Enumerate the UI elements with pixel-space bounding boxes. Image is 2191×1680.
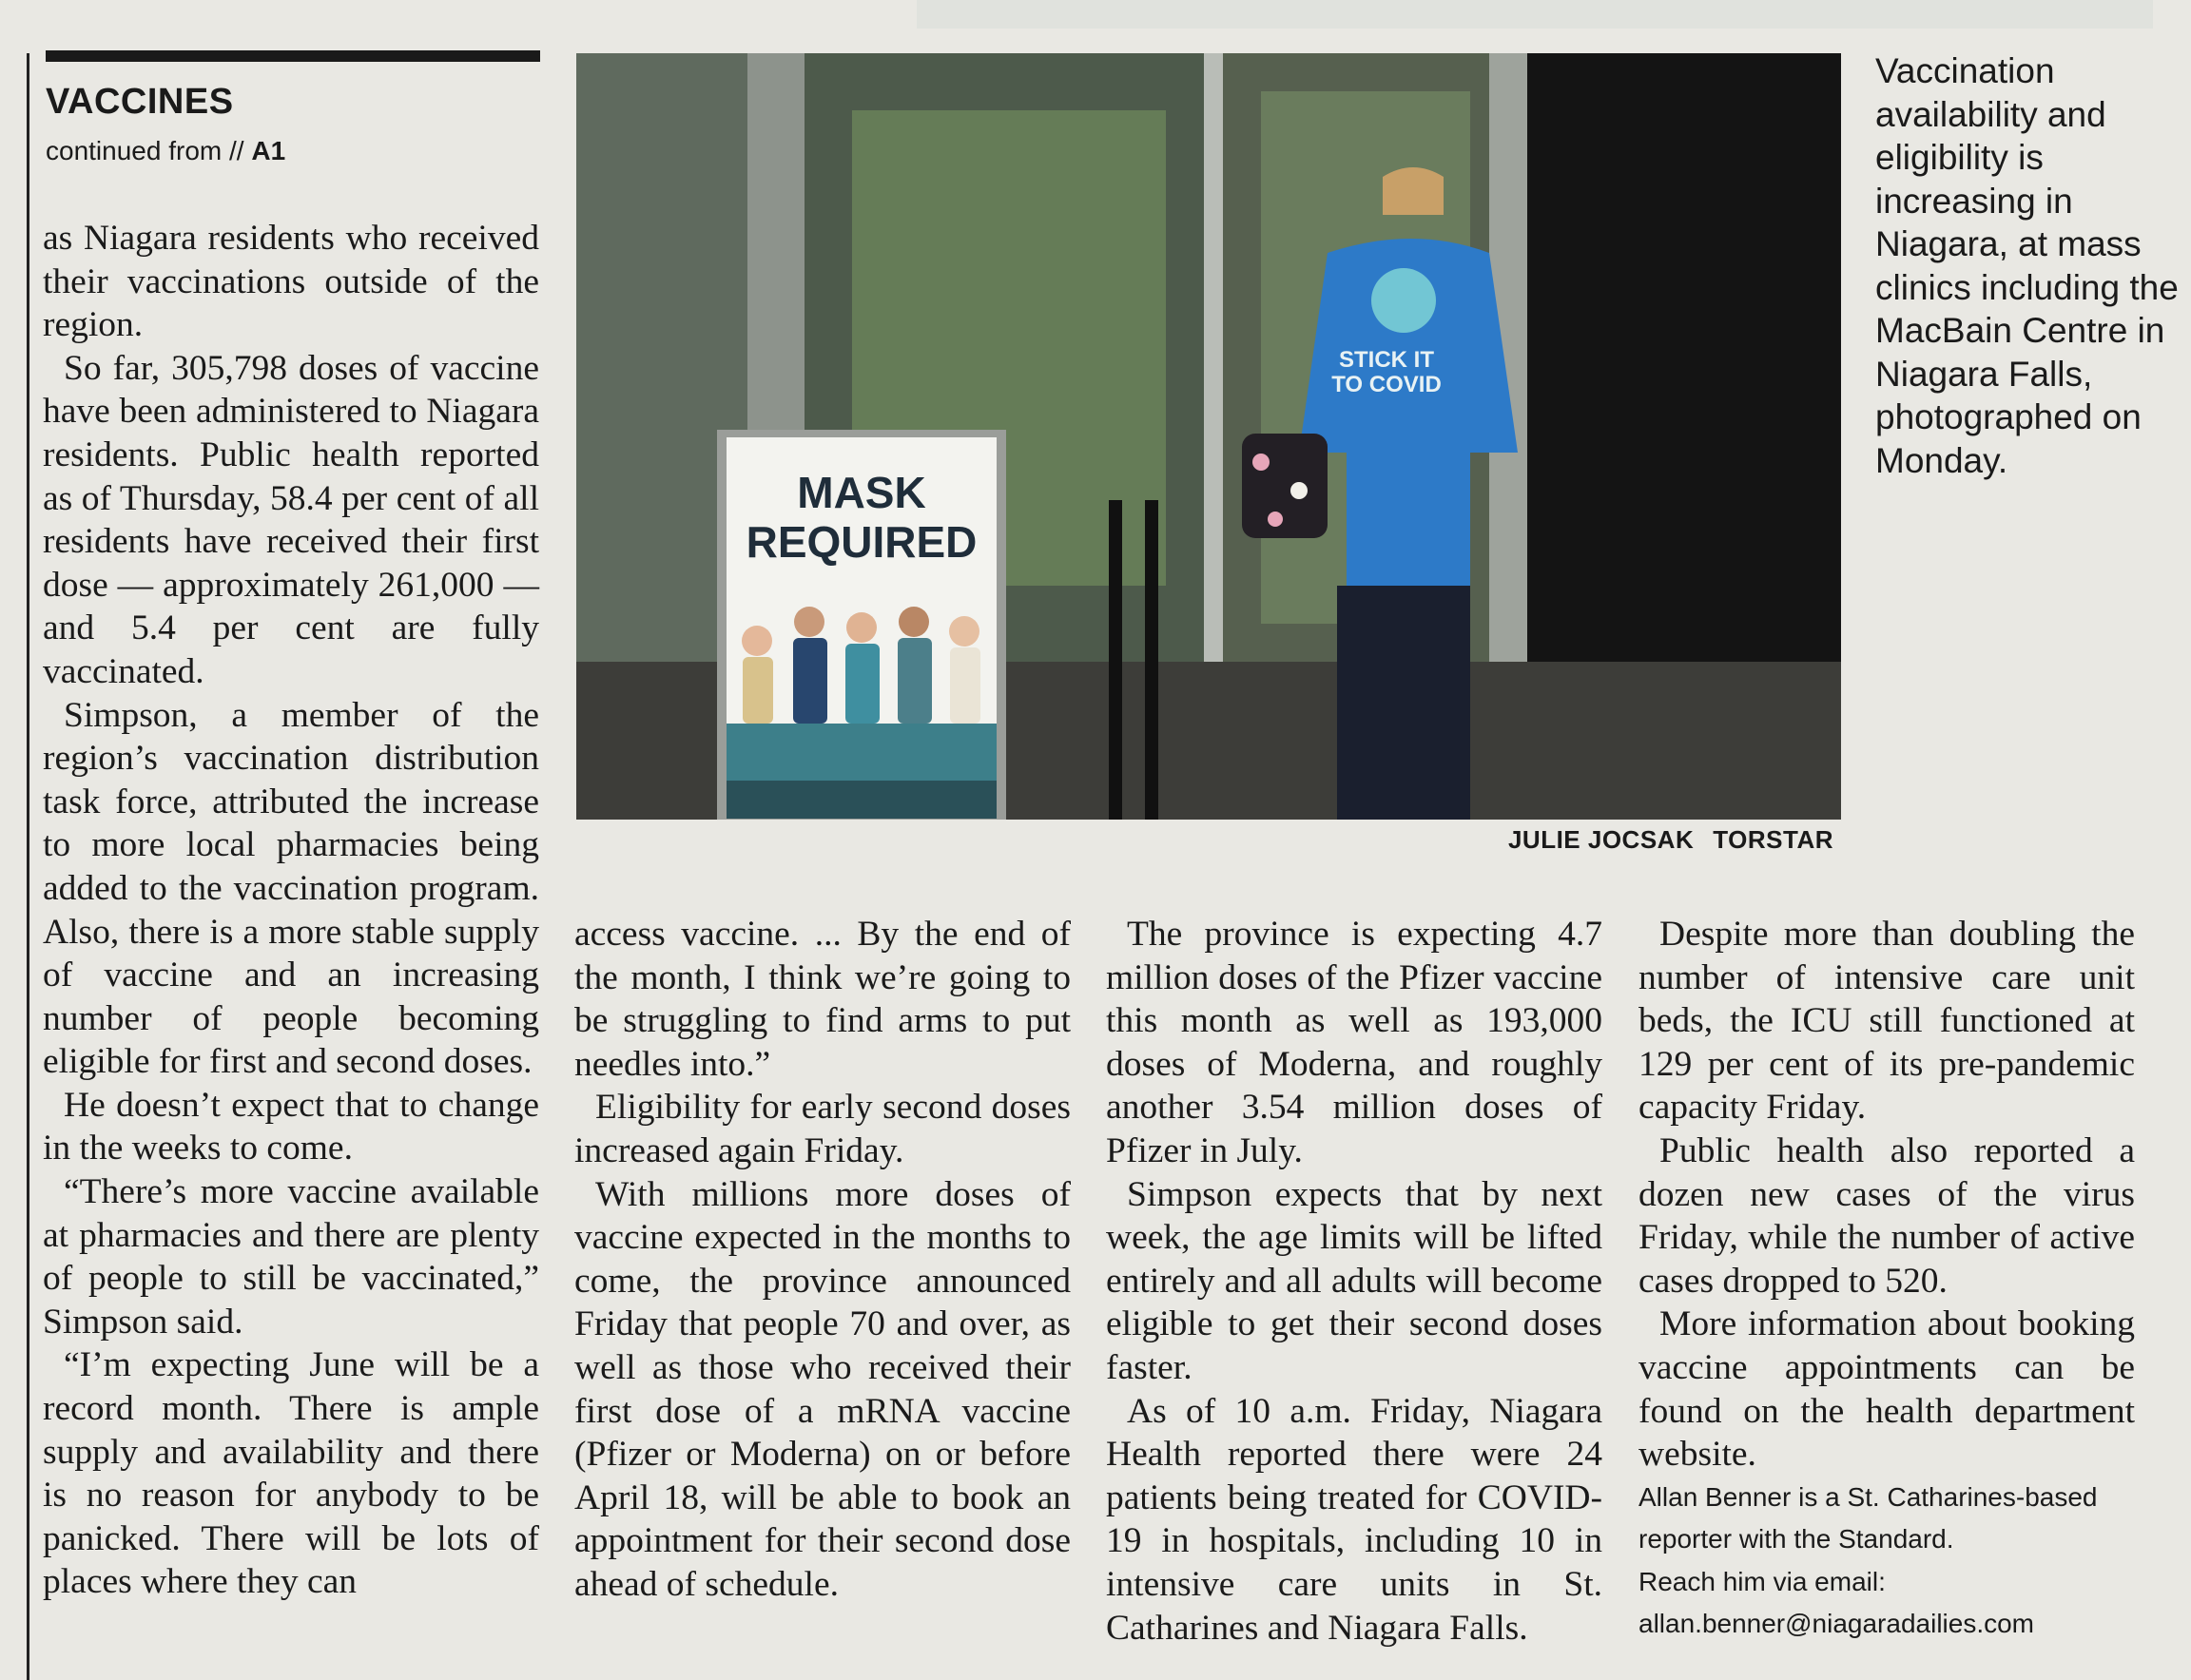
paragraph: With millions more doses of vaccine expected in the months to come, the province announced Friday that people 70 and over, as well as those who received their first dose of a mRNA vaccine (Pfizer or Moderna) on or before April 18, will be able to book an appointment for their second dose ahead of schedule. xyxy=(574,1174,1071,1604)
paragraph: Simpson, a member of the region’s vaccination distribution task force, attributed the increase to more local pharmacies being added to the vaccination program. Also, there is a more stable supply of vaccine and an increasing number of people becoming eligible for first and second doses. xyxy=(43,695,539,1082)
sign-line-2: REQUIRED xyxy=(746,517,978,567)
article-column-3 xyxy=(1106,913,1602,1650)
author-email: allan.benner@niagaradailies.com xyxy=(1638,1609,2035,1639)
shirt-line-1: STICK IT xyxy=(1339,347,1434,373)
article-column-1 xyxy=(43,217,539,1604)
paragraph: As of 10 a.m. Friday, Niagara Health reported there were 24 patients being treated for COVID-19 in hospitals, including 10 in intensive care units in St. Catharines and Niagara Falls. xyxy=(1106,1391,1602,1648)
photo-credit xyxy=(1508,825,1833,855)
shirt-line-2: TO COVID xyxy=(1331,372,1442,397)
continued-text: continued from // xyxy=(46,136,244,165)
credit-name: JULIE JOCSAK xyxy=(1507,825,1695,854)
continued-from xyxy=(46,136,285,166)
article-column-4 xyxy=(1638,913,2135,1646)
paragraph: Simpson expects that by next week, the age limits will be lifted entirely and all adults will become eligible to get their second doses faster. xyxy=(1106,1174,1602,1387)
photo-caption: Vaccination availability and eligibility is increasing in Niagara, at mass clinics including the MacBain Centre in Niagara Falls, photographed on Monday. xyxy=(1875,51,2179,480)
paragraph: as Niagara residents who received their vaccinations outside of the region. xyxy=(43,219,539,345)
paragraph: More information about booking vaccine appointments can be found on the health department website. xyxy=(1638,1304,2135,1475)
photo-illustration xyxy=(576,53,1841,820)
paragraph: Public health also reported a dozen new cases of the virus Friday, while the number of active cases dropped to 520. xyxy=(1638,1130,2135,1301)
author-contact: Reach him via email: xyxy=(1638,1566,1886,1596)
paragraph: “I’m expecting June will be a record month. There is ample supply and availability and there is no reason for anybody to be panicked. There will be lots of places where they can xyxy=(43,1345,539,1602)
section-kicker: VACCINES xyxy=(46,82,234,122)
sign-line-1: MASK xyxy=(797,468,926,517)
paragraph: The province is expecting 4.7 million doses of the Pfizer vaccine this month as well as 193,000 doses of Moderna, and roughly another 3.54 million doses of Pfizer in July. xyxy=(1106,915,1602,1170)
credit-org: TORSTAR xyxy=(1713,825,1833,854)
paragraph: Despite more than doubling the number of intensive care unit beds, the ICU still functioned at 129 per cent of its pre-pandemic capacity Friday. xyxy=(1638,915,2135,1128)
paragraph: So far, 305,798 doses of vaccine have been administered to Niagara residents. Public health reported as of Thursday, 58.4 per cent of all residents have received their first dose — approximately 261,000 — and 5.4 per cent are fully vaccinated. xyxy=(43,348,539,691)
paragraph: Eligibility for early second doses increased again Friday. xyxy=(574,1088,1071,1170)
paragraph: He doesn’t expect that to change in the weeks to come. xyxy=(43,1085,539,1168)
article-column-2 xyxy=(574,913,1071,1607)
news-photo xyxy=(576,53,1841,820)
paragraph: access vaccine. ... By the end of the month, I think we’re going to be struggling to find arms to put needles into.” xyxy=(574,915,1071,1084)
faded-adjacent-print xyxy=(917,0,2153,29)
paragraph: “There’s more vaccine available at pharmacies and there are plenty of people to still be vaccinated,” Simpson said. xyxy=(43,1172,539,1342)
author-bio: Allan Benner is a St. Catharines-based reporter with the Standard. xyxy=(1638,1481,2098,1554)
section-bar xyxy=(46,50,540,62)
column-rule-left xyxy=(27,53,29,1680)
continued-page: A1 xyxy=(251,136,286,165)
